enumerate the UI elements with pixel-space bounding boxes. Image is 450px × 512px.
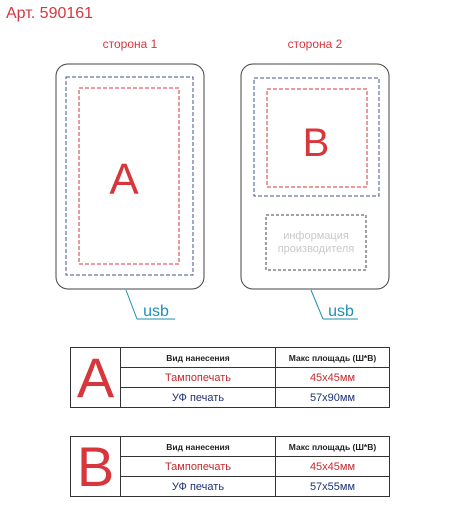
spec-table-a xyxy=(70,347,390,408)
table-b-row-1-area: 45x45мм xyxy=(276,457,390,477)
usb-2-label: usb xyxy=(328,303,354,320)
manufacturer-info-line-1: информация xyxy=(283,230,349,242)
article-title: Арт. 590161 xyxy=(6,5,94,22)
side-1-label: сторона 1 xyxy=(102,37,158,51)
table-b-row-2-area: 57x55мм xyxy=(276,477,390,497)
side-2-label: сторона 2 xyxy=(287,37,343,51)
table-b-row-1-method: Тампопечать xyxy=(121,457,276,477)
table-a-row-2-method: УФ печать xyxy=(121,388,276,408)
table-a-row-1-area: 45x45мм xyxy=(276,368,390,388)
usb-1-leader xyxy=(126,290,137,319)
side-1-letter: A xyxy=(109,155,139,204)
table-a-row-2-area: 57x90мм xyxy=(276,388,390,408)
manufacturer-info-line-2: производителя xyxy=(277,243,355,255)
table-a-header-area: Макс площадь (Ш*В) xyxy=(276,348,390,368)
table-b-row-2-method: УФ печать xyxy=(121,477,276,497)
table-b-letter: B xyxy=(71,437,121,497)
spec-table-b xyxy=(70,436,390,497)
table-a-row-1-method: Тампопечать xyxy=(121,368,276,388)
table-a-header-method: Вид нанесения xyxy=(121,348,276,368)
table-a-letter: A xyxy=(71,348,121,408)
table-b-header-area: Макс площадь (Ш*В) xyxy=(276,437,390,457)
side-2-letter: B xyxy=(302,121,330,165)
usb-2-leader xyxy=(311,290,323,319)
usb-1-label: usb xyxy=(143,303,169,320)
table-b-header-method: Вид нанесения xyxy=(121,437,276,457)
